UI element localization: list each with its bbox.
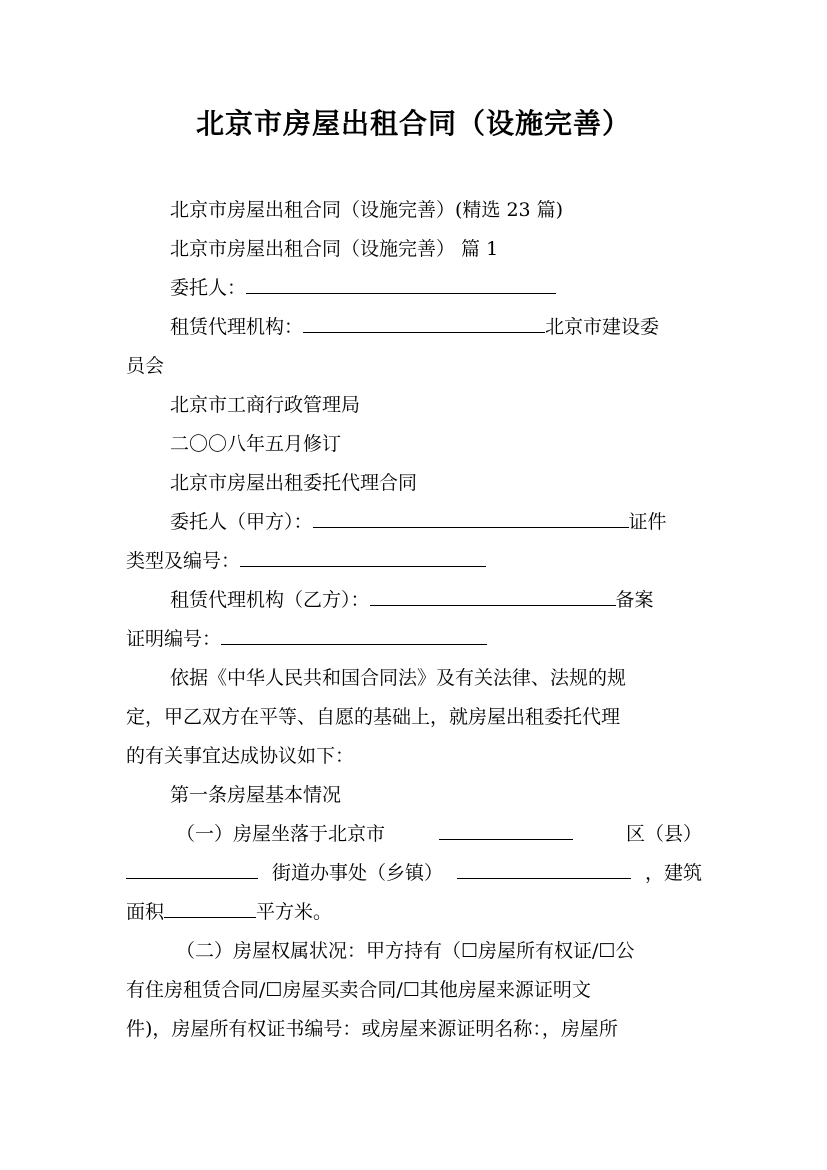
- section-heading: 北京市房屋出租合同（设施完善） 篇 1: [170, 238, 499, 260]
- issuer-continued: 员会: [126, 355, 165, 377]
- principal-label: 委托人：: [170, 277, 247, 299]
- agency-line: [170, 314, 702, 340]
- id-type-blank: [240, 548, 486, 567]
- record-no-label: 证明编号：: [126, 628, 222, 650]
- town-blank: [457, 860, 631, 879]
- record-no-blank: [221, 626, 487, 645]
- issuer-bureau: 北京市工商行政管理局: [170, 394, 361, 416]
- location-label: （一）房屋坐落于北京市: [176, 823, 386, 845]
- district-blank: [439, 821, 573, 840]
- building-label: ，建筑: [644, 862, 702, 884]
- basis-paragraph-line-1: 依据《中华人民共和国合同法》及有关法律、法规的规: [170, 667, 627, 689]
- principal-line: [170, 275, 702, 301]
- principal-blank: [246, 275, 556, 294]
- agency-issuer: 北京市建设委: [545, 316, 660, 338]
- revision-date: 二〇〇八年五月修订: [170, 433, 342, 455]
- basis-paragraph-line-3: 的有关事宜达成协议如下：: [126, 745, 355, 767]
- agency-label: 租赁代理机构：: [170, 316, 304, 338]
- subtitle-line: 北京市房屋出租合同（设施完善）(精选 23 篇): [170, 199, 564, 221]
- street-label: 街道办事处（乡镇）: [271, 862, 443, 884]
- article-1-heading: 第一条房屋基本情况: [170, 784, 342, 806]
- party-a-label: 委托人（甲方）：: [170, 511, 313, 533]
- party-b-blank: [370, 587, 616, 606]
- agency-blank: [303, 314, 545, 333]
- party-b-record-line: [126, 626, 702, 652]
- ownership-line-3: 件)，房屋所有权证书编号：或房屋来源证明名称：，房屋所: [126, 1018, 618, 1040]
- ownership-line-1: （二）房屋权属状况：甲方持有（☐房屋所有权证/☐公: [176, 940, 635, 962]
- document-title: 北京市房屋出租合同（设施完善）: [195, 107, 631, 140]
- ownership-line-2: 有住房租赁合同/☐房屋买卖合同/☐其他房屋来源证明文: [126, 979, 591, 1001]
- party-a-line: [170, 509, 702, 535]
- area-line: [126, 899, 702, 925]
- party-a-cert-label: 证件: [628, 511, 667, 533]
- street-line: [126, 860, 702, 886]
- basis-paragraph-line-2: 定，甲乙双方在平等、自愿的基础上，就房屋出租委托代理: [126, 706, 621, 728]
- party-b-line: [170, 587, 702, 613]
- party-b-label: 租赁代理机构（乙方）：: [170, 589, 370, 611]
- area-label: 面积: [126, 901, 165, 923]
- party-a-blank: [313, 509, 629, 528]
- party-b-record-label: 备案: [615, 589, 654, 611]
- party-a-id-line: [126, 548, 702, 574]
- area-unit: 平方米。: [256, 901, 333, 923]
- contract-name: 北京市房屋出租委托代理合同: [170, 472, 418, 494]
- location-line: [176, 821, 702, 847]
- street-blank: [126, 860, 258, 879]
- district-label: 区（县）: [625, 823, 702, 845]
- id-type-label: 类型及编号：: [126, 550, 241, 572]
- area-blank: [164, 899, 256, 918]
